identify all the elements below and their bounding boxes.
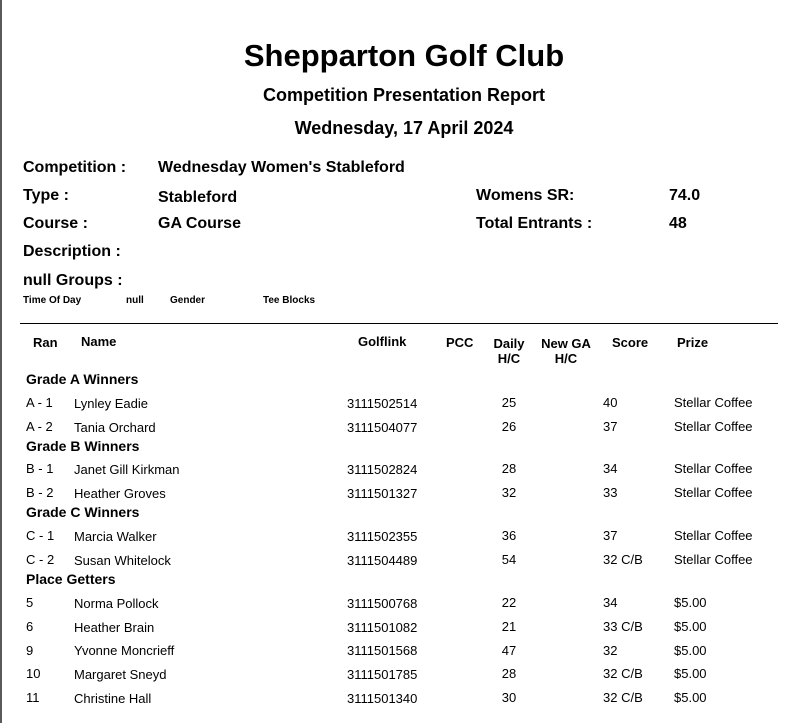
prize-cell: $5.00	[674, 666, 707, 681]
report-title: Shepparton Golf Club	[243, 38, 565, 73]
ran-cell: B - 2	[26, 485, 54, 500]
grade-c-title: Grade C Winners	[26, 504, 140, 520]
competition-label: Competition :	[23, 159, 127, 176]
name-cell: Marcia Walker	[74, 529, 157, 544]
type-value: Stableford	[158, 189, 238, 206]
ran-cell: 9	[26, 643, 34, 658]
header-divider	[20, 323, 778, 324]
golflink-cell: 3111501340	[347, 691, 418, 706]
golflink-cell: 3111501785	[347, 667, 418, 682]
golflink-cell: 3111504489	[347, 553, 418, 568]
prize-cell: Stellar Coffee	[674, 395, 753, 410]
daily-hc-cell: 47	[501, 643, 517, 658]
course-value: GA Course	[158, 215, 241, 232]
daily-hc-cell: 54	[501, 552, 517, 567]
time-of-day-label: Time Of Day	[23, 295, 82, 306]
daily-hc-cell: 28	[501, 461, 517, 476]
competition-value: Wednesday Women's Stableford	[158, 159, 405, 176]
score-cell: 33	[603, 485, 618, 500]
daily-hc-cell: 25	[501, 395, 517, 410]
name-cell: Yvonne Moncrieff	[74, 643, 175, 658]
golflink-cell: 3111502514	[347, 396, 418, 411]
score-cell: 32	[603, 643, 618, 658]
col-header-newga-line1: New GA	[541, 336, 591, 351]
score-cell: 33 C/B	[603, 619, 643, 634]
prize-cell: $5.00	[674, 643, 707, 658]
womens-sr-value: 74.0	[669, 187, 701, 204]
col-header-new-ga-hc	[536, 336, 596, 366]
prize-cell: Stellar Coffee	[674, 419, 753, 434]
name-cell: Tania Orchard	[74, 420, 156, 435]
name-cell: Lynley Eadie	[74, 396, 148, 411]
report-date: Wednesday, 17 April 2024	[294, 118, 514, 138]
null-label: null	[126, 295, 144, 306]
col-header-prize: Prize	[677, 335, 709, 350]
col-header-newga-line2: H/C	[554, 351, 578, 366]
col-header-daily-hc	[489, 336, 529, 366]
score-cell: 32 C/B	[603, 690, 643, 705]
course-label: Course :	[23, 215, 88, 232]
name-cell: Heather Brain	[74, 620, 155, 635]
name-cell: Christine Hall	[74, 691, 152, 706]
score-cell: 34	[603, 461, 618, 476]
ran-cell: 6	[26, 619, 34, 634]
score-cell: 37	[603, 528, 618, 543]
ran-cell: B - 1	[26, 461, 54, 476]
golflink-cell: 3111501568	[347, 643, 418, 658]
col-header-daily-line1: Daily	[493, 336, 525, 351]
daily-hc-cell: 26	[501, 419, 517, 434]
description-label: Description :	[23, 243, 121, 260]
tee-blocks-label: Tee Blocks	[263, 295, 316, 306]
place-getters-title: Place Getters	[26, 571, 116, 587]
prize-cell: Stellar Coffee	[674, 552, 753, 567]
prize-cell: Stellar Coffee	[674, 461, 753, 476]
col-header-pcc: PCC	[446, 335, 474, 350]
score-cell: 34	[603, 595, 618, 610]
golflink-cell: 3111500768	[347, 596, 418, 611]
col-header-daily-line2: H/C	[497, 351, 521, 366]
name-cell: Norma Pollock	[74, 596, 159, 611]
grade-b-title: Grade B Winners	[26, 438, 140, 454]
ran-cell: A - 2	[26, 419, 53, 434]
page-left-border	[0, 0, 2, 723]
col-header-ran: Ran	[33, 335, 58, 350]
score-cell: 40	[603, 395, 618, 410]
golflink-cell: 3111502355	[347, 529, 418, 544]
grade-a-title: Grade A Winners	[26, 371, 139, 387]
daily-hc-cell: 21	[501, 619, 517, 634]
col-header-score: Score	[612, 335, 649, 350]
col-header-name: Name	[81, 334, 117, 349]
score-cell: 32 C/B	[603, 666, 643, 681]
golflink-cell: 3111504077	[347, 420, 418, 435]
col-header-golflink: Golflink	[358, 334, 407, 349]
name-cell: Janet Gill Kirkman	[74, 462, 180, 477]
ran-cell: 10	[26, 666, 41, 681]
name-cell: Heather Groves	[74, 486, 166, 501]
gender-label: Gender	[170, 295, 206, 306]
type-label: Type :	[23, 187, 69, 204]
prize-cell: Stellar Coffee	[674, 485, 753, 500]
ran-cell: C - 1	[26, 528, 55, 543]
ran-cell: C - 2	[26, 552, 55, 567]
report-subtitle: Competition Presentation Report	[262, 85, 545, 105]
daily-hc-cell: 22	[501, 595, 517, 610]
prize-cell: $5.00	[674, 619, 707, 634]
total-entrants-value: 48	[669, 215, 687, 232]
score-cell: 32 C/B	[603, 552, 643, 567]
name-cell: Margaret Sneyd	[74, 667, 167, 682]
ran-cell: 5	[26, 595, 34, 610]
golflink-cell: 3111502824	[347, 462, 418, 477]
score-cell: 37	[603, 419, 618, 434]
golflink-cell: 3111501082	[347, 620, 418, 635]
daily-hc-cell: 36	[501, 528, 517, 543]
womens-sr-label: Womens SR:	[476, 187, 575, 204]
prize-cell: Stellar Coffee	[674, 528, 753, 543]
name-cell: Susan Whitelock	[74, 553, 171, 568]
prize-cell: $5.00	[674, 595, 707, 610]
total-entrants-label: Total Entrants :	[476, 215, 593, 232]
ran-cell: 11	[26, 690, 40, 705]
ran-cell: A - 1	[26, 395, 53, 410]
prize-cell: $5.00	[674, 690, 707, 705]
daily-hc-cell: 28	[501, 666, 517, 681]
daily-hc-cell: 30	[501, 690, 517, 705]
daily-hc-cell: 32	[501, 485, 517, 500]
groups-label: null Groups :	[23, 272, 123, 289]
golflink-cell: 3111501327	[347, 486, 418, 501]
